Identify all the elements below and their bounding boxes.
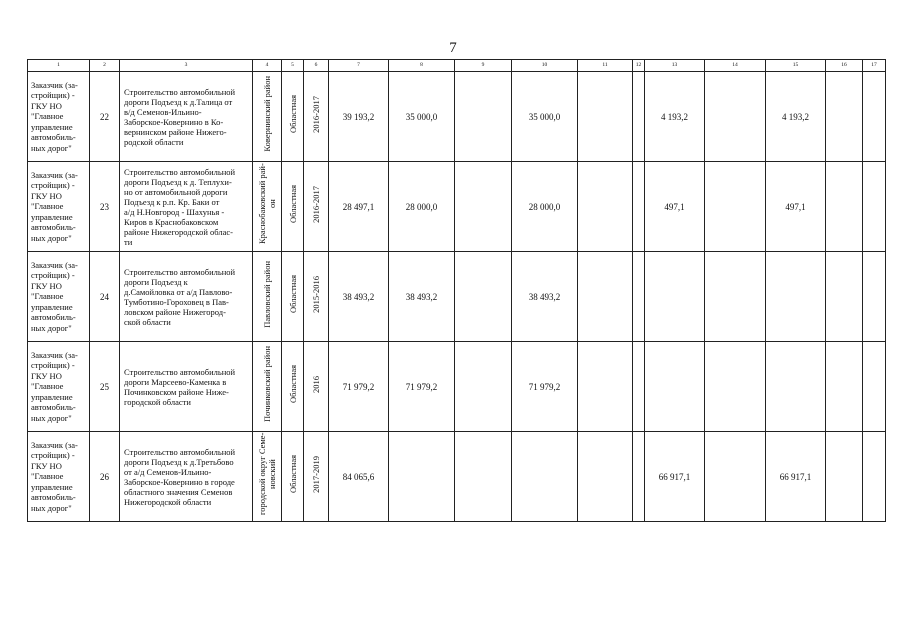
value-col-13	[645, 342, 705, 432]
page-number: 7	[449, 40, 457, 56]
value-col-13: 66 917,1	[645, 432, 705, 522]
row-number: 24	[90, 252, 120, 342]
value-col-11	[578, 72, 633, 162]
value-col-14	[705, 72, 766, 162]
col-header-7: 7	[329, 60, 389, 72]
value-col-12	[633, 72, 645, 162]
level-cell: Областная	[287, 275, 298, 313]
value-col-12	[633, 342, 645, 432]
col-header-10: 10	[512, 60, 578, 72]
value-col-9	[455, 252, 512, 342]
value-col-15: 497,1	[766, 162, 826, 252]
period-cell: 2016-2017	[311, 185, 321, 223]
customer-cell: Заказчик (за- стройщик) - ГКУ НО "Главное управление автомобиль- ных дорог"	[28, 162, 90, 252]
value-col-16	[826, 252, 863, 342]
col-header-15: 15	[766, 60, 826, 72]
col-header-17: 17	[863, 60, 886, 72]
district-cell: Ковернинский район	[262, 76, 272, 152]
value-col-7: 39 193,2	[329, 72, 389, 162]
level-cell: Областная	[287, 95, 298, 133]
col-header-11: 11	[578, 60, 633, 72]
value-col-11	[578, 252, 633, 342]
value-col-10: 28 000,0	[512, 162, 578, 252]
value-col-17	[863, 432, 886, 522]
period-cell: 2016-2017	[311, 95, 321, 133]
description-cell: Строительство автомобильной дороги Подъезд к д. Теплухи- но от автомобильной дороги Подъезд к р.п. Кр. Баки от а/д Н.Новгород - Шахунья - Киров в Краснобаковском районе Нижегородской облас- ти	[120, 162, 253, 252]
row-number: 23	[90, 162, 120, 252]
value-col-14	[705, 432, 766, 522]
value-col-16	[826, 342, 863, 432]
value-col-15: 4 193,2	[766, 72, 826, 162]
value-col-14	[705, 252, 766, 342]
value-col-7: 38 493,2	[329, 252, 389, 342]
value-col-15	[766, 252, 826, 342]
header-row	[28, 60, 886, 72]
col-header-16: 16	[826, 60, 863, 72]
col-header-6: 6	[304, 60, 329, 72]
value-col-8	[389, 432, 455, 522]
value-col-10	[512, 432, 578, 522]
value-col-17	[863, 72, 886, 162]
value-col-14	[705, 162, 766, 252]
description-cell: Строительство автомобильной дороги Марсеево-Каменка в Починковском районе Ниже- городской области	[120, 342, 253, 432]
value-col-9	[455, 432, 512, 522]
district-cell: Починковский район	[262, 346, 272, 422]
customer-cell: Заказчик (за- стройщик) - ГКУ НО "Главное управление автомобиль- ных дорог"	[28, 342, 90, 432]
row-number: 26	[90, 432, 120, 522]
value-col-7: 28 497,1	[329, 162, 389, 252]
value-col-8: 28 000,0	[389, 162, 455, 252]
period-cell: 2016	[311, 375, 321, 393]
value-col-13: 4 193,2	[645, 72, 705, 162]
value-col-11	[578, 342, 633, 432]
value-col-16	[826, 72, 863, 162]
col-header-5: 5	[282, 60, 304, 72]
value-col-13	[645, 252, 705, 342]
level-cell: Областная	[287, 455, 298, 493]
value-col-9	[455, 72, 512, 162]
district-cell: городской округ Семе- новский	[257, 432, 277, 516]
value-col-12	[633, 432, 645, 522]
period-cell: 2017-2019	[311, 455, 321, 493]
period-cell: 2015-2016	[311, 275, 321, 313]
value-col-16	[826, 432, 863, 522]
row-number: 25	[90, 342, 120, 432]
table-row	[28, 162, 886, 252]
col-header-14: 14	[705, 60, 766, 72]
value-col-10: 38 493,2	[512, 252, 578, 342]
customer-cell: Заказчик (за- стройщик) - ГКУ НО "Главное управление автомобиль- ных дорог"	[28, 72, 90, 162]
value-col-11	[578, 162, 633, 252]
value-col-7: 71 979,2	[329, 342, 389, 432]
value-col-15: 66 917,1	[766, 432, 826, 522]
description-cell: Строительство автомобильной дороги Подъезд к д.Самойловка от а/д Павлово- Тумботино-Гороховец в Пав- ловском районе Нижегород- ской области	[120, 252, 253, 342]
description-cell: Строительство автомобильной дороги Подъезд к д.Третьбово от а/д Семенов-Ильино- Заборское-Ковернино в городе областного значения Семенов Нижегородской области	[120, 432, 253, 522]
district-cell: Павловский район	[262, 260, 272, 328]
customer-cell: Заказчик (за- стройщик) - ГКУ НО "Главное управление автомобиль- ных дорог"	[28, 252, 90, 342]
col-header-9: 9	[455, 60, 512, 72]
value-col-8: 71 979,2	[389, 342, 455, 432]
table-row	[28, 432, 886, 522]
col-header-1: 1	[28, 60, 90, 72]
value-col-17	[863, 342, 886, 432]
value-col-10: 71 979,2	[512, 342, 578, 432]
customer-cell: Заказчик (за- стройщик) - ГКУ НО "Главное управление автомобиль- ных дорог"	[28, 432, 90, 522]
value-col-11	[578, 432, 633, 522]
value-col-15	[766, 342, 826, 432]
value-col-12	[633, 252, 645, 342]
value-col-9	[455, 162, 512, 252]
col-header-2: 2	[90, 60, 120, 72]
value-col-7: 84 065,6	[329, 432, 389, 522]
value-col-16	[826, 162, 863, 252]
col-header-3: 3	[120, 60, 253, 72]
value-col-17	[863, 162, 886, 252]
description-cell: Строительство автомобильной дороги Подъезд к д.Талица от в/д Семенов-Ильино- Заборское-Ковернино в Ко- вернинском районе Нижего- родской области	[120, 72, 253, 162]
district-cell: Краснобаковский рай- он	[257, 163, 277, 245]
value-col-12	[633, 162, 645, 252]
value-col-8: 38 493,2	[389, 252, 455, 342]
value-col-10: 35 000,0	[512, 72, 578, 162]
value-col-17	[863, 252, 886, 342]
col-header-12: 12	[633, 60, 645, 72]
value-col-8: 35 000,0	[389, 72, 455, 162]
col-header-4: 4	[253, 60, 282, 72]
level-cell: Областная	[287, 185, 298, 223]
value-col-13: 497,1	[645, 162, 705, 252]
col-header-8: 8	[389, 60, 455, 72]
table-row	[28, 252, 886, 342]
table-row	[28, 342, 886, 432]
value-col-14	[705, 342, 766, 432]
data-table	[27, 59, 886, 522]
col-header-13: 13	[645, 60, 705, 72]
table-row	[28, 72, 886, 162]
level-cell: Областная	[287, 365, 298, 403]
row-number: 22	[90, 72, 120, 162]
value-col-9	[455, 342, 512, 432]
